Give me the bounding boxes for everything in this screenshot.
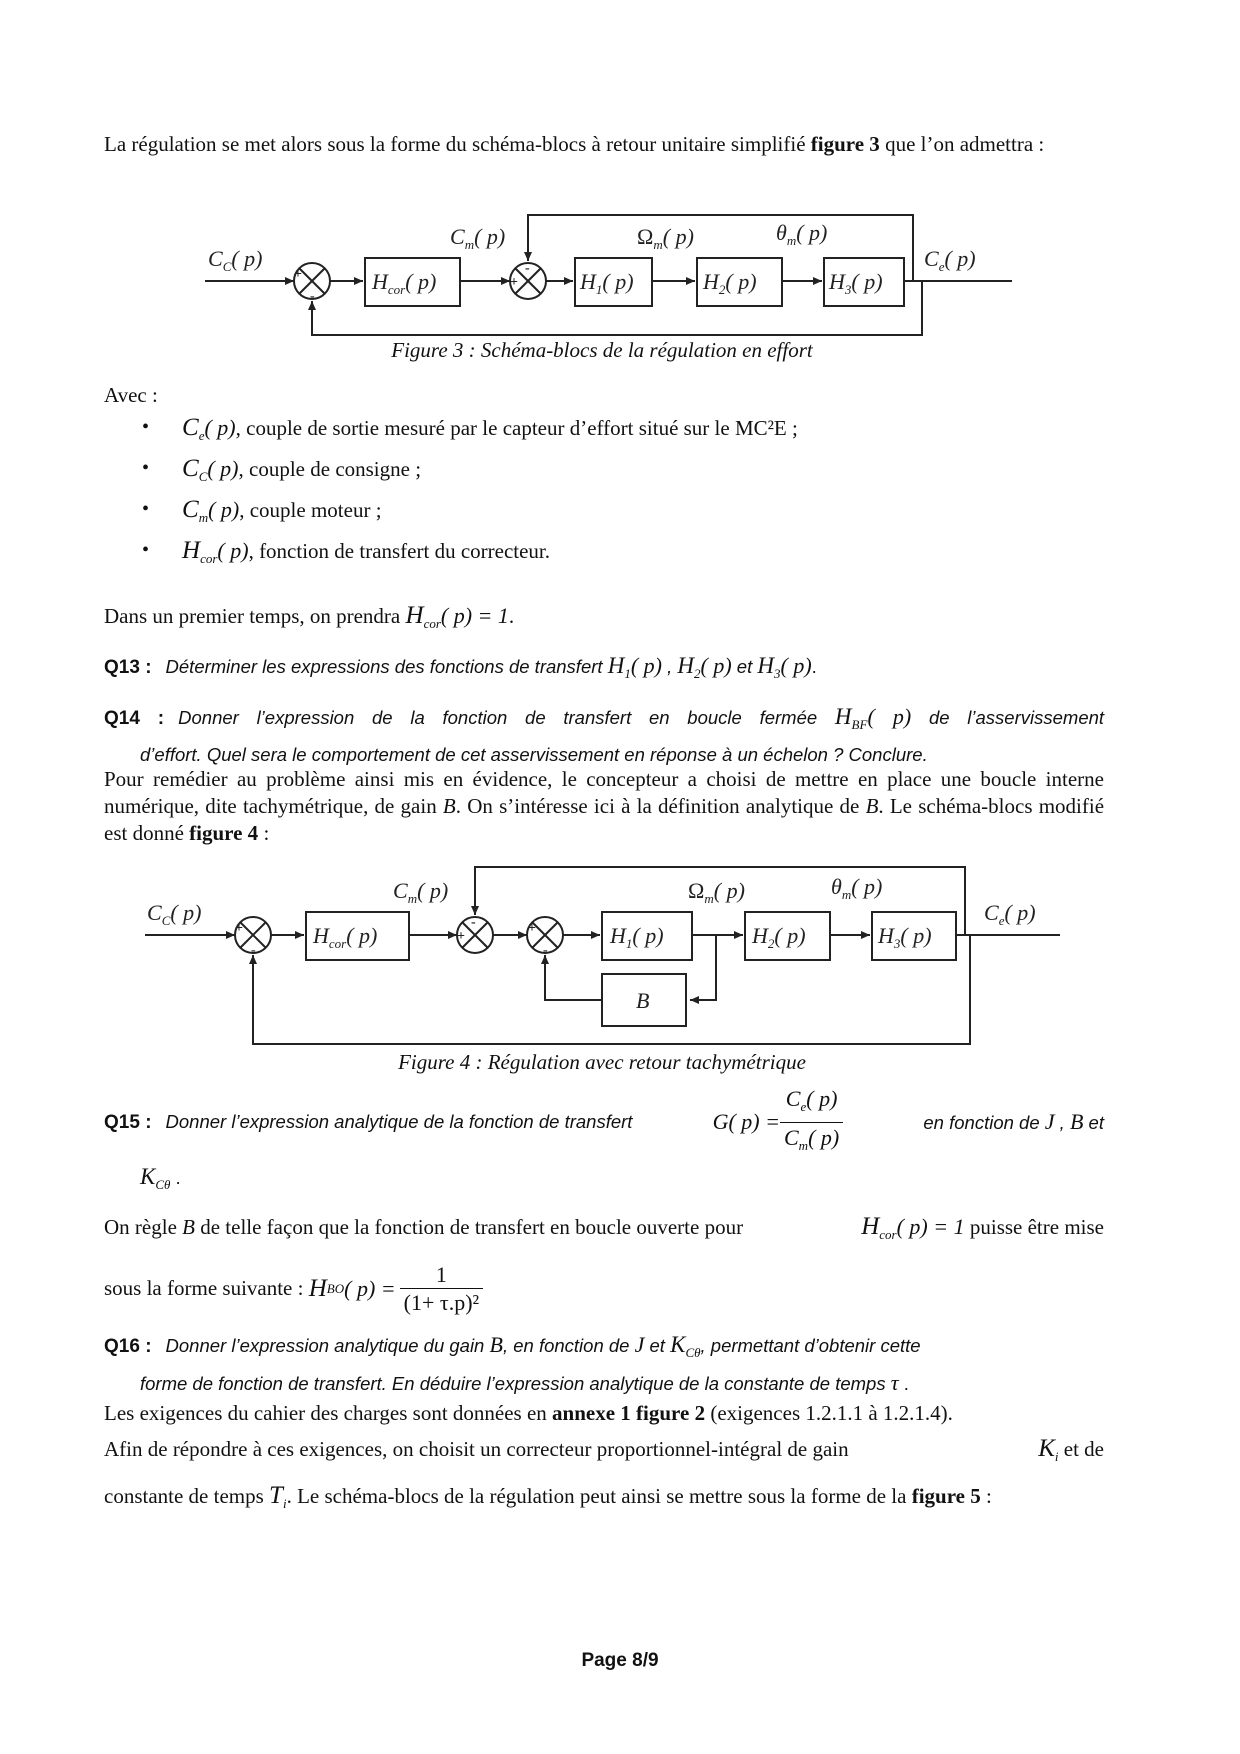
svg-text:θm( p): $\theta_m$( p) xyxy=(776,220,828,248)
svg-text:H3( p): $H_3$( p) xyxy=(878,923,932,951)
svg-text:H3( p): $H_3$( p) xyxy=(829,269,883,297)
list-item: • $C_e$( p), couple de sortie mesuré par le capteur d’effort situé sur le MC²E ; xyxy=(142,407,798,448)
svg-text:Ce( p): $C_e$( p) xyxy=(924,246,976,274)
requirements-paragraph: Les exigences du cahier des charges sont données en annexe 1 figure 2 (exigences 1.2.1.1 à 1.2.1.4). xyxy=(104,1401,953,1425)
svg-text:CC( p): $C_C$( p) xyxy=(208,246,263,274)
list-item: • $H_{cor}$( p), fonction de transfert du correcteur. xyxy=(142,530,798,571)
svg-text:H1( p): $H_1$( p) xyxy=(580,269,634,297)
figure-ref: figure 3 xyxy=(810,132,880,156)
intro-paragraph: La régulation se met alors sous la forme du schéma-blocs à retour unitaire simplifié figure 3 que l’on admettra : xyxy=(104,132,1045,156)
svg-text:+: + xyxy=(528,921,536,936)
fraction: $\frac{1}{\text{(1+ τ.p)²}}$ xyxy=(400,1261,484,1316)
figure-ref: figure 5 xyxy=(911,1484,981,1508)
corrector-paragraph: Afin de répondre à ces exigences, on choisit un correcteur proportionnel-intégral de gain $K_i$ et de constante de temps $T_i$. Le schéma-blocs de la régulation peut ainsi se mettre sous la forme de la figure 5 : xyxy=(104,1435,1104,1511)
question-15-cont: $K_{C\theta}$ . xyxy=(140,1164,181,1192)
svg-text:CC( p): $C_C$( p) xyxy=(147,900,202,928)
figure-ref: figure 4 xyxy=(189,821,259,845)
avec-label: Avec : xyxy=(104,383,158,407)
page-number: Page 8/9 xyxy=(581,1650,659,1671)
svg-text:+: + xyxy=(510,275,518,290)
svg-text:θm( p): $\theta_m$( p) xyxy=(831,874,883,902)
question-13: Q13 : Déterminer les expressions des fonctions de transfert $H_1$( p) , $H_2$( p) et $H_3$( p). xyxy=(104,653,817,681)
svg-text:Ce( p): $C_e$( p) xyxy=(984,900,1036,928)
svg-text:-: - xyxy=(471,915,476,930)
figure-3-caption: Figure 3 : Schéma-blocs de la régulation en effort xyxy=(391,338,813,362)
svg-text:Ωm( p): $\Omega_m$( p) xyxy=(688,878,745,906)
remedy-paragraph: Pour remédier au problème ainsi mis en évidence, le concepteur a choisi de mettre en place une boucle interne numérique, dite tachymétrique, de gain B. On s’intéresse ici à la définition analytique de B. Le schéma-blocs modifié est donné figure 4 : xyxy=(104,767,1105,845)
definition-list xyxy=(142,407,798,571)
svg-text:H2( p): $H_2$( p) xyxy=(752,923,806,951)
svg-text:H1( p): $H_1$( p) xyxy=(610,923,664,951)
question-14: Q14 : Donner l’expression de la fonction de transfert en boucle fermée $H_{BF}$( p) de l’asservissement d’effort. Quel sera le comportement de cet asservissement en réponse à un échelon ? Conclure. xyxy=(104,704,1105,765)
svg-text:+: + xyxy=(294,267,302,282)
svg-text:Cm( p): $C_m$( p) xyxy=(393,878,449,906)
figure-4-diagram xyxy=(0,860,1240,1050)
svg-text:Hcor( p): $H_{cor}$( p) xyxy=(313,923,378,951)
svg-text:+: + xyxy=(235,921,243,936)
svg-text:Hcor( p): $H_{cor}$( p) xyxy=(372,269,437,297)
figure-4-caption: Figure 4 : Régulation avec retour tachymétrique xyxy=(398,1050,806,1074)
svg-text:-: - xyxy=(310,289,315,304)
figure-3-diagram xyxy=(0,200,1240,340)
svg-text:H2( p): $H_2$( p) xyxy=(703,269,757,297)
question-15: Q15 : Donner l’expression analytique de la fonction de transfert G( p) = $\frac{C_e( p)}{C_m( p)}$ en fonction de J , B et xyxy=(104,1092,1104,1152)
first-time-paragraph: Dans un premier temps, on prendra $H_{cor}$( p) = 1. xyxy=(104,602,515,631)
rule-paragraph: On règle B de telle façon que la fonction de transfert en boucle ouverte pour $H_{cor}$( p) = 1 puisse être mise sous la forme suivante : H BO ( p) = $\frac{1}{\text{(1+ τ.p)²}}$ xyxy=(104,1213,1104,1315)
list-item: • $C_m$( p), couple moteur ; xyxy=(142,489,798,530)
svg-text:Cm( p): $C_m$( p) xyxy=(450,224,506,252)
svg-text:Ωm( p): $\Omega_m$( p) xyxy=(637,224,694,252)
svg-text:-: - xyxy=(525,261,530,276)
svg-text:-: - xyxy=(251,943,256,958)
svg-text:+: + xyxy=(457,929,465,944)
list-item: • $C_C$( p), couple de consigne ; xyxy=(142,448,798,489)
annex-ref: annexe 1 figure 2 xyxy=(552,1401,706,1425)
fraction: $\frac{C_e( p)}{C_m( p)}$ xyxy=(780,1084,843,1161)
svg-text:-: - xyxy=(543,943,548,958)
question-16: Q16 : Donner l’expression analytique du gain B, en fonction de J et $K_{C\theta}$, permettant d’obtenir cette forme de fonction de transfert. En déduire l’expression analytique de la constante de temps τ . xyxy=(104,1332,921,1395)
svg-text:B: B xyxy=(636,988,650,1013)
